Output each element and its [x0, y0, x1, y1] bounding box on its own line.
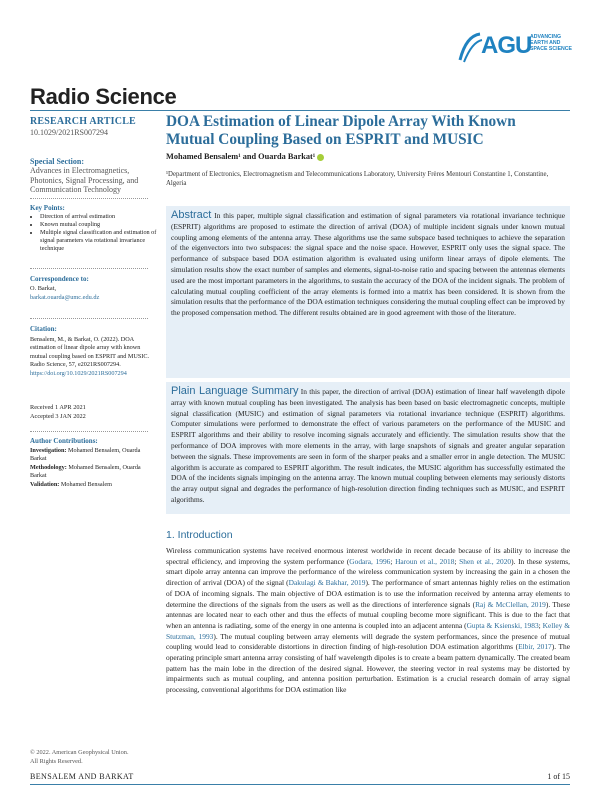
- key-point: • Multiple signal classification and estimation of signal parameters via rotational invariance technique: [40, 229, 162, 253]
- contributions-title: Author Contributions:: [30, 437, 98, 445]
- key-points-title: Key Points:: [30, 204, 65, 212]
- sidebar-divider: [30, 318, 148, 319]
- abstract-text: In this paper, multiple signal classification and estimation of signal parameters via rotational invariance technique (ESPRIT) algorithms are proposed to estimate the direction of arrival (DOA) of multiple incident signals under known mutual coupling among elements of the antenna array. These algorithms use the same subspace based techniques to achieve the separation of the eigenvectors into two subspaces: the signal space and the noise space. However, ESPRIT only uses the signal space. The performance of subspace based DOA estimation algorithm is evaluated using uniform linear arrays of dipole elements. The simulation results show the exact number of samples and elements, signal-to-noise ratio and spacing between the antennas elements used are the most important parameters in the algorithms, to sustain the accuracy of the DOA of the incident signals. The problem of calculating mutual coupling coefficient of the array elements is formed into a matrix has been considered. It is shown from the simulation results that the performance of the DOA estimation techniques considering the mutual coupling effect can be improved by the proposed compensation method. The different results obtained are in good agreement with those of the literature.: [171, 211, 565, 318]
- accepted-date: Accepted 3 JAN 2022: [30, 412, 86, 420]
- citation-link[interactable]: Godara, 1996: [349, 556, 391, 566]
- special-section-title: Special Section:: [30, 157, 84, 166]
- sidebar-divider: [30, 431, 148, 432]
- orcid-icon[interactable]: [317, 154, 324, 161]
- dates: [30, 404, 86, 421]
- plain-language-text: In this paper, the direction of arrival (DOA) estimation of linear half wavelength dipole array with known mutual coupling has been investigated. The analysis has been based on basic electromagnetic concepts, multiple signal classification (MUSIC) and estimation of signal parameters via rotational invariance technique (ESPRIT) algorithms. Computer simulations were performed to demonstrate the effect of various parameters on the performance of the MUSIC and ESPRIT algorithms and their ability to resolve incoming signals accurately and efficiently. The simulation results show that the performance of DOA improves with more elements in the array, with large snapshots of signals and greater angular separation between the signals. These improvements are seen in form of the sharper peaks and a smaller error in angle detection. The MUSIC algorithm is accurate as compared to ESPRIT algorithm. The result indicates, the MUSIC algorithm has successfully estimated the DOA of the incidents signals impinging on the antenna array. The known mutual coupling between elements may seriously distorts the array output signal and degrades the performance of high-resolution direction finding techniques such as MUSIC, and ESPRIT algorithms.: [171, 387, 565, 504]
- correspondence: [30, 285, 99, 302]
- correspondence-title: Correspondence to:: [30, 275, 89, 283]
- citation-link[interactable]: Elbir, 2017: [518, 642, 552, 652]
- intro-heading: 1. Introduction: [166, 529, 233, 541]
- authors: Mohamed Bensalem¹ and Ouarda Barkat¹: [166, 152, 324, 161]
- citation-link[interactable]: Raj & McClellan, 2019: [475, 599, 546, 609]
- correspondence-email[interactable]: barkat.ouarda@umc.edu.dz: [30, 293, 100, 301]
- agu-logo-text: AGU: [481, 32, 532, 59]
- footer-authors: BENSALEM AND BARKAT: [30, 772, 134, 781]
- header-divider: [30, 110, 570, 111]
- sidebar-divider: [30, 198, 148, 199]
- citation-link[interactable]: Gupta & Ksienski, 1983: [466, 620, 539, 630]
- citation-text: Bensalem, M., & Barkat, O. (2022). DOA estimation of linear dipole array with known mutual coupling based on ESPRIT and MUSIC. Radio Science, 57, e2021RS007294.: [30, 336, 149, 369]
- key-points-list: [30, 213, 162, 253]
- article-doi[interactable]: 10.1029/2021RS007294: [30, 128, 109, 137]
- sidebar-divider: [30, 268, 148, 269]
- citation-link[interactable]: https://doi.org/10.1029/2021RS007294: [30, 369, 127, 377]
- abstract-box: [166, 206, 570, 378]
- affiliation: ¹Department of Electronics, Electromagnetism and Telecommunications Laboratory, University Frères Mentouri Constantine 1, Constantine, Algeria: [166, 171, 549, 187]
- correspondence-name: O. Barkat,: [30, 285, 57, 292]
- special-section-text[interactable]: Advances in Electromagnetics, Photonics, Signal Processing, and Communication Technology: [30, 166, 139, 194]
- key-point: • Known mutual coupling: [40, 221, 162, 229]
- citation-link[interactable]: Kelley & Stutzman, 1993: [166, 620, 571, 641]
- received-date: Received 1 APR 2021: [30, 404, 86, 411]
- footer-divider: [30, 784, 570, 785]
- intro-text: Wireless communication systems have received enormous interest worldwide in recent decade because of its ability to increase the spectral efficiency, and improving the system performance (Godara, 1996; Haroun et al., 2018; Shen et al., 2020). In these systems, smart dipole array antenna can improve the performance of the wireless communication system by increasing the gain in a chosen the direction of arrival (DOA) of the signal (Dakulagi & Bakhar, 2019). The performance of smart antennas highly relies on the estimation of DOA of incoming signals. The main objective of DOA estimation is to use the information received by antenna array elements to determine the directions of the signals from the users as well as the directions of interference signals (Raj & McClellan, 2019). These antennas are located near to each other and thus the effects of mutual coupling become more significant. This is due to the fact that when an antenna is radiating, some of the energy in one antenna is coupled into an adjacent antenna (Gupta & Ksienski, 1983; Kelley & Stutzman, 1993). The mutual coupling between array elements will degrade the system performances, since the presence of mutual coupling would lead to considerable distortions in direction finding of high-resolution DOA estimation algorithms (Elbir, 2017). The operating principle smart antenna array consisting of half wavelength dipoles is to create a beam pattern dynamically. The created beam pattern has the main lobe in the direction of the desired signal. However, the steering vector in real systems may be distorted by impairments such as mutual coupling, and antenna position perturbation. Estimation is a crucial research domain of array signal processing, conventional algorithms for DOA estimation like: [166, 546, 571, 695]
- journal-name: Radio Science: [30, 84, 177, 109]
- citation-title: Citation:: [30, 325, 57, 333]
- plain-language-box: [166, 382, 570, 514]
- citation: [30, 336, 152, 378]
- citation-link[interactable]: Dakulagi & Bakhar, 2019: [288, 578, 366, 588]
- page-title: DOA Estimation of Linear Dipole Array With Known Mutual Coupling Based on ESPRIT and MUSIC: [166, 113, 516, 148]
- copyright: © 2022. American Geophysical Union. All Rights Reserved.: [30, 749, 129, 765]
- citation-link[interactable]: Haroun et al., 2018: [395, 556, 455, 566]
- article-type: RESEARCH ARTICLE: [30, 116, 136, 127]
- plain-language-heading: Plain Language Summary: [171, 385, 299, 397]
- key-point: • Direction of arrival estimation: [40, 213, 162, 221]
- contributions: Investigation: Mohamed Bensalem, Ouarda Barkat Methodology: Mohamed Bensalem, Ouarda Barkat Validation: Mohamed Bensalem: [30, 447, 141, 488]
- page-number: 1 of 15: [547, 772, 570, 781]
- citation-link[interactable]: Shen et al., 2020: [459, 556, 512, 566]
- agu-tagline: ADVANCING EARTH AND SPACE SCIENCE: [530, 34, 572, 52]
- abstract-heading: Abstract: [171, 209, 212, 221]
